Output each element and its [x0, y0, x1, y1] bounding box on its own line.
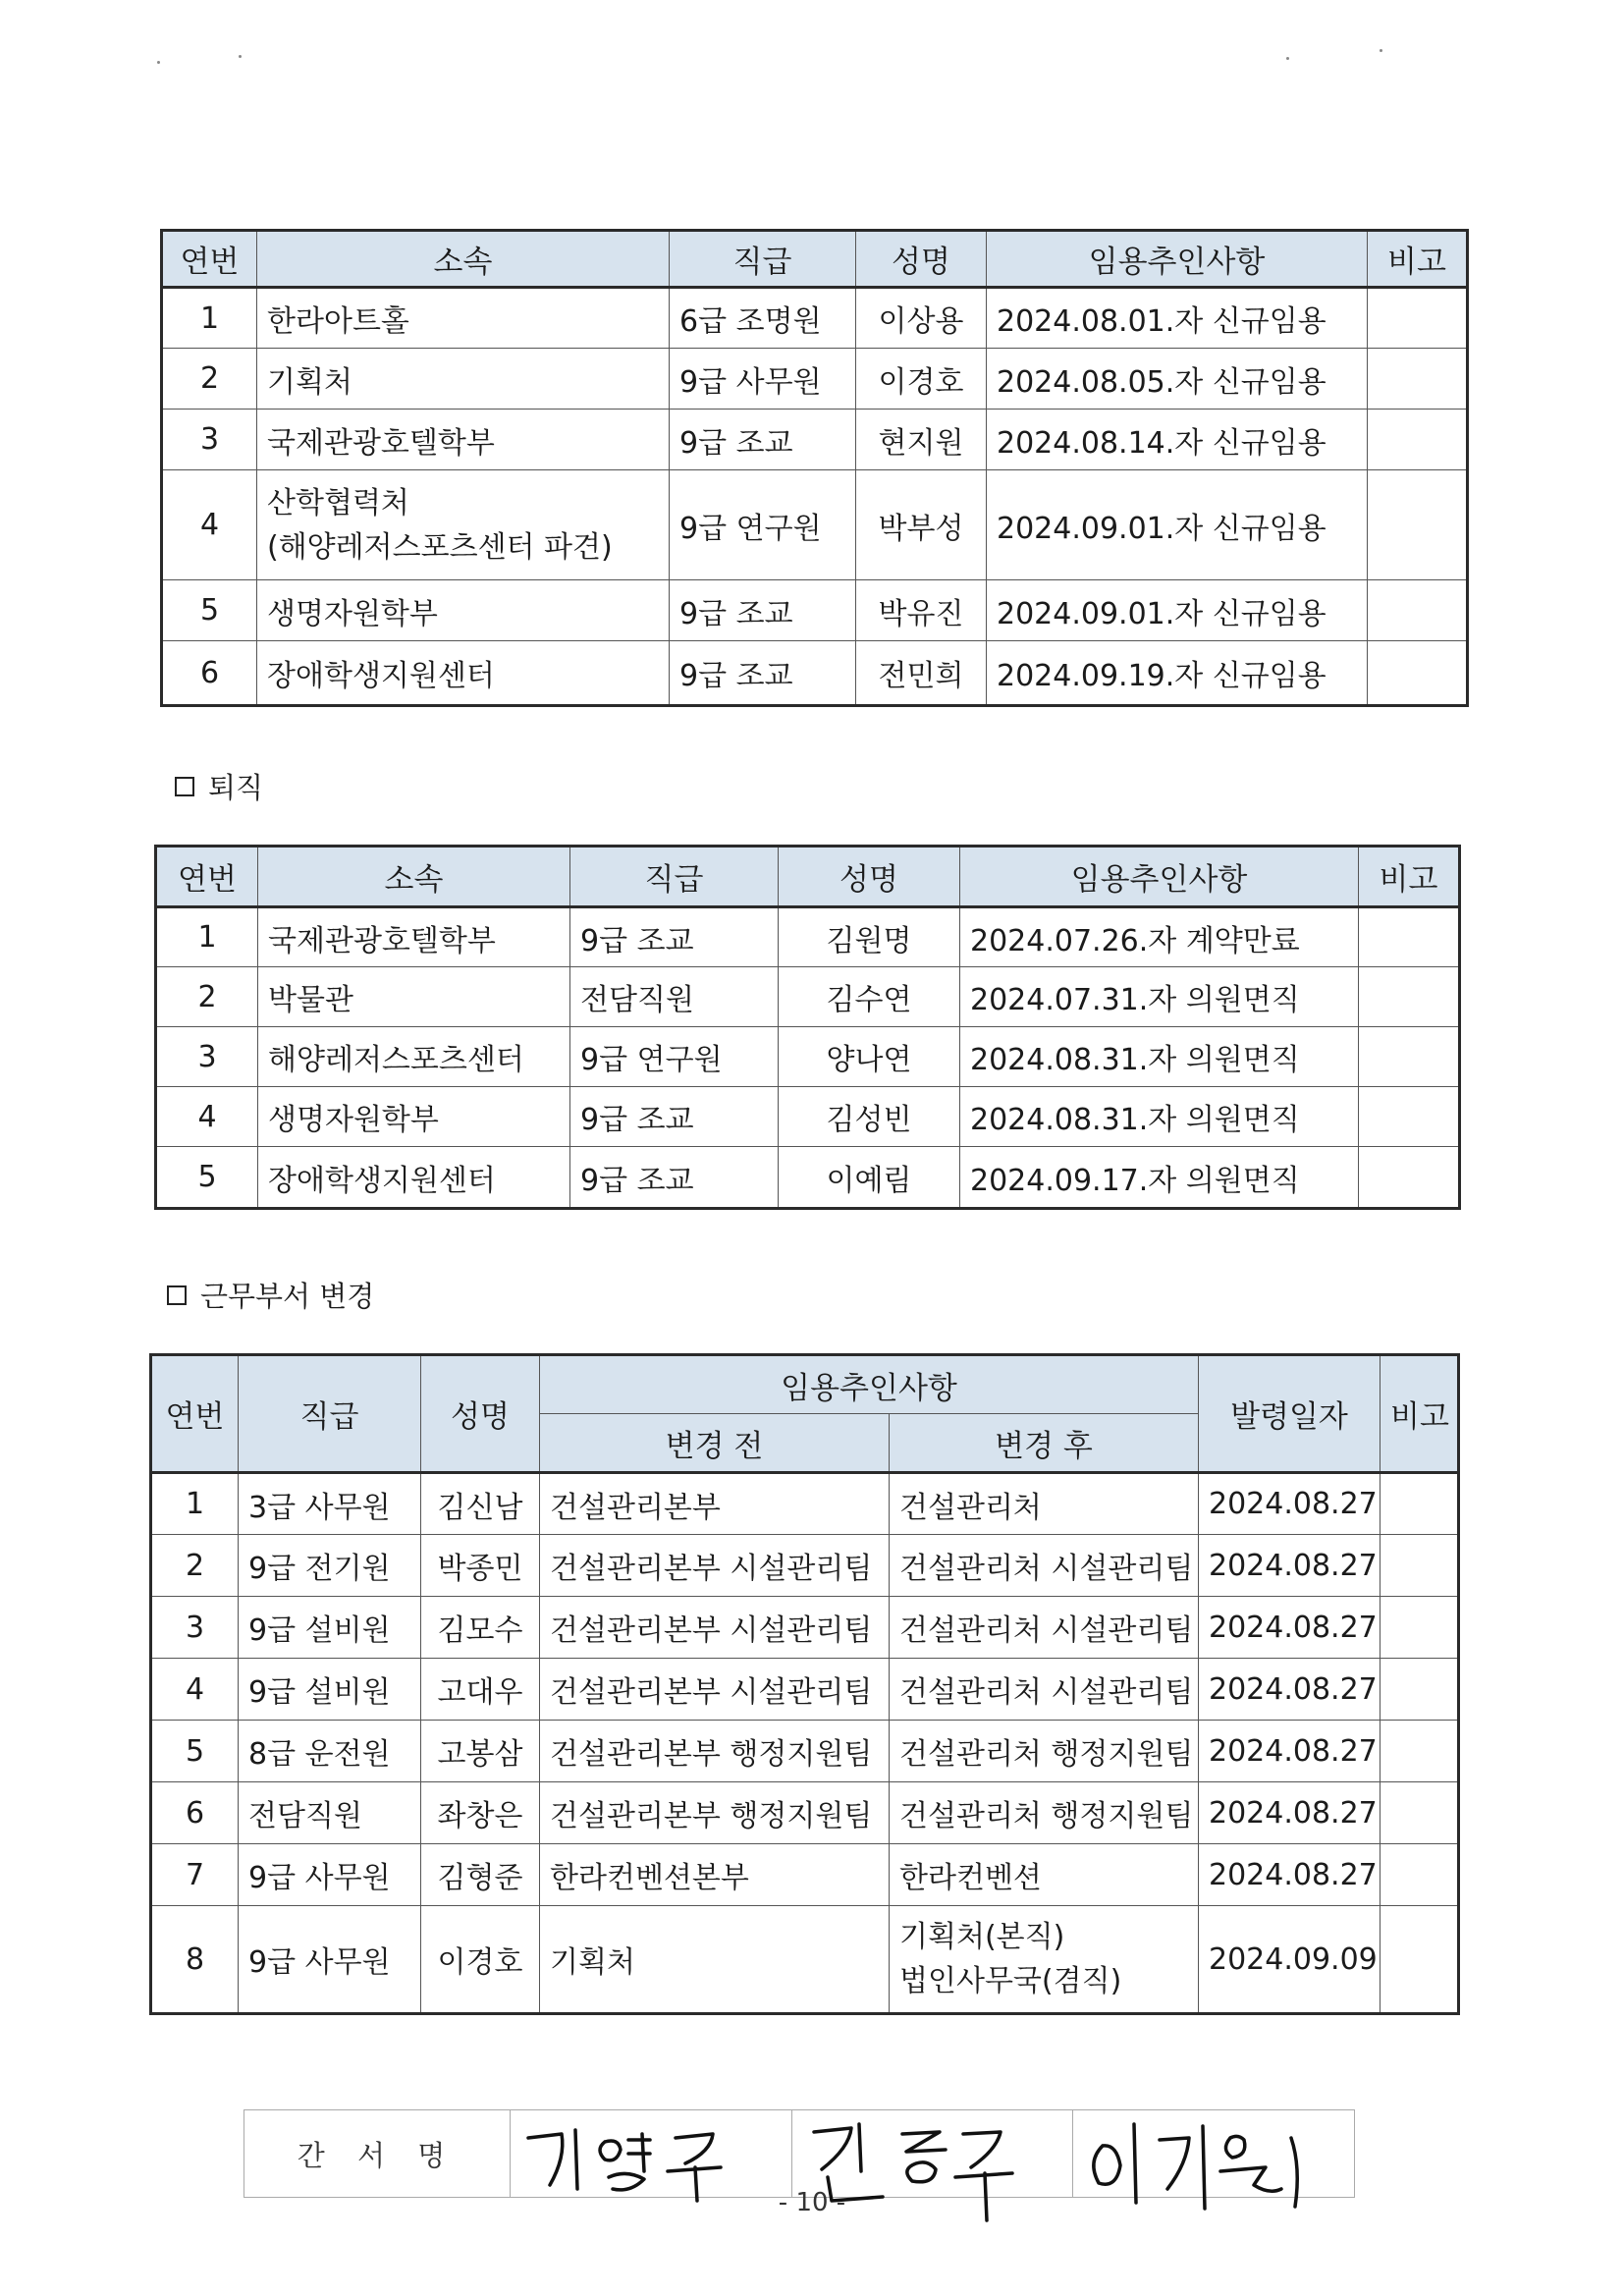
- header-note: 임용추인사항: [960, 847, 1359, 907]
- table-row: [156, 907, 1460, 967]
- header-no: 연번: [151, 1355, 239, 1473]
- cell-remark: [1368, 580, 1468, 641]
- table-row: [162, 349, 1468, 410]
- cell-remark: [1359, 1087, 1460, 1147]
- cell-rank: 9급 전기원: [239, 1535, 421, 1597]
- cell-dept: 국제관광호텔학부: [257, 410, 670, 470]
- header-rank: 직급: [239, 1355, 421, 1473]
- cell-before: 건설관리본부 시설관리팀: [540, 1535, 890, 1597]
- cell-date: 2024.08.27: [1199, 1597, 1380, 1659]
- header-date: 발령일자: [1199, 1355, 1380, 1473]
- header-rank: 직급: [670, 231, 856, 288]
- table-row: [151, 1473, 1459, 1535]
- table-row: [151, 1844, 1459, 1906]
- scan-speck: [1286, 57, 1289, 60]
- cell-name: 이예림: [779, 1147, 960, 1209]
- table-header-row: [162, 231, 1468, 288]
- cell-dept: 한라아트홀: [257, 288, 670, 349]
- cell-note: 2024.09.17.자 의원면직: [960, 1147, 1359, 1209]
- cell-remark: [1380, 1782, 1459, 1844]
- cell-name: 양나연: [779, 1027, 960, 1087]
- cell-rank: 9급 연구원: [670, 470, 856, 580]
- page-number: - 10 -: [778, 2188, 846, 2217]
- table-row: [162, 580, 1468, 641]
- cell-no: 4: [156, 1087, 258, 1147]
- cell-no: 4: [162, 470, 257, 580]
- cell-date: 2024.08.27: [1199, 1535, 1380, 1597]
- cell-name: 고대우: [421, 1659, 540, 1721]
- cell-name: 김성빈: [779, 1087, 960, 1147]
- table-row: [151, 1721, 1459, 1782]
- cell-rank: 9급 설비원: [239, 1659, 421, 1721]
- cell-remark: [1380, 1659, 1459, 1721]
- cell-no: 5: [162, 580, 257, 641]
- table-row: [156, 1147, 1460, 1209]
- cell-rank: 9급 사무원: [670, 349, 856, 410]
- header-remark: 비고: [1380, 1355, 1459, 1473]
- cell-note: 2024.09.19.자 신규임용: [987, 641, 1368, 706]
- cell-name: 박부성: [856, 470, 987, 580]
- cell-no: 1: [151, 1473, 239, 1535]
- table-row: [162, 641, 1468, 706]
- cell-after-line2: 법인사무국(겸직): [899, 1964, 1122, 1998]
- header-remark: 비고: [1359, 847, 1460, 907]
- cell-remark: [1380, 1473, 1459, 1535]
- scan-speck: [157, 61, 160, 64]
- table-row: [151, 1597, 1459, 1659]
- cell-dept: 박물관: [258, 967, 570, 1027]
- cell-rank: 9급 조교: [670, 641, 856, 706]
- checkbox-square-icon: [167, 1285, 187, 1305]
- cell-before: 건설관리본부 시설관리팀: [540, 1659, 890, 1721]
- cell-rank: 전담직원: [239, 1782, 421, 1844]
- cell-dept: [257, 470, 670, 580]
- cell-no: 3: [162, 410, 257, 470]
- cell-date: 2024.08.27: [1199, 1473, 1380, 1535]
- header-dept: 소속: [257, 231, 670, 288]
- signature-cell-1: [511, 2110, 792, 2197]
- cell-dept-line2: (해양레저스포츠센터 파견): [267, 529, 613, 565]
- signature-label: 간 서 명: [244, 2110, 511, 2197]
- cell-rank: 6급 조명원: [670, 288, 856, 349]
- table-row: [162, 288, 1468, 349]
- cell-dept: 국제관광호텔학부: [258, 907, 570, 967]
- cell-remark: [1380, 1721, 1459, 1782]
- table-header-row: [156, 847, 1460, 907]
- cell-rank: 9급 사무원: [239, 1844, 421, 1906]
- cell-no: 6: [151, 1782, 239, 1844]
- table-header-row: [151, 1355, 1459, 1414]
- cell-name: 김신남: [421, 1473, 540, 1535]
- cell-note: 2024.08.01.자 신규임용: [987, 288, 1368, 349]
- scan-speck: [1380, 49, 1382, 52]
- cell-before: 한라컨벤션본부: [540, 1844, 890, 1906]
- cell-dept: 기획처: [257, 349, 670, 410]
- cell-name: 박유진: [856, 580, 987, 641]
- cell-dept: 생명자원학부: [257, 580, 670, 641]
- cell-name: 김모수: [421, 1597, 540, 1659]
- cell-rank: 9급 조교: [670, 580, 856, 641]
- table-row: [156, 1027, 1460, 1087]
- cell-note: 2024.08.14.자 신규임용: [987, 410, 1368, 470]
- header-group: 임용추인사항: [540, 1355, 1199, 1414]
- cell-remark: [1359, 1147, 1460, 1209]
- cell-note: 2024.09.01.자 신규임용: [987, 470, 1368, 580]
- cell-date: 2024.09.09: [1199, 1906, 1380, 2014]
- table-row: [151, 1659, 1459, 1721]
- cell-remark: [1359, 1027, 1460, 1087]
- cell-name: 이경호: [856, 349, 987, 410]
- cell-after: 건설관리처 행정지원팀: [890, 1721, 1199, 1782]
- cell-date: 2024.08.27: [1199, 1659, 1380, 1721]
- cell-after: 건설관리처 시설관리팀: [890, 1535, 1199, 1597]
- cell-remark: [1368, 470, 1468, 580]
- cell-rank: 9급 설비원: [239, 1597, 421, 1659]
- header-remark: 비고: [1368, 231, 1468, 288]
- cell-after: 건설관리처: [890, 1473, 1199, 1535]
- header-no: 연번: [162, 231, 257, 288]
- cell-remark: [1380, 1535, 1459, 1597]
- cell-rank: 3급 사무원: [239, 1473, 421, 1535]
- retirement-heading-text: 퇴직: [208, 771, 264, 804]
- cell-name: 김수연: [779, 967, 960, 1027]
- cell-before: 건설관리본부: [540, 1473, 890, 1535]
- cell-rank: 9급 연구원: [570, 1027, 779, 1087]
- cell-rank: 전담직원: [570, 967, 779, 1027]
- cell-remark: [1359, 907, 1460, 967]
- cell-remark: [1368, 288, 1468, 349]
- cell-name: 전민희: [856, 641, 987, 706]
- signature-cell-2: [792, 2110, 1074, 2197]
- signature-box: [244, 2109, 1355, 2198]
- cell-name: 이경호: [421, 1906, 540, 2014]
- cell-no: 1: [156, 907, 258, 967]
- cell-note: 2024.08.31.자 의원면직: [960, 1087, 1359, 1147]
- cell-date: 2024.08.27: [1199, 1721, 1380, 1782]
- cell-no: 2: [156, 967, 258, 1027]
- cell-no: 5: [156, 1147, 258, 1209]
- cell-no: 3: [156, 1027, 258, 1087]
- cell-note: 2024.08.31.자 의원면직: [960, 1027, 1359, 1087]
- cell-before: 건설관리본부 행정지원팀: [540, 1721, 890, 1782]
- header-before: 변경 전: [540, 1414, 890, 1473]
- table-row: [151, 1782, 1459, 1844]
- table-row: [162, 470, 1468, 580]
- cell-rank: 9급 사무원: [239, 1906, 421, 2014]
- cell-dept: 장애학생지원센터: [258, 1147, 570, 1209]
- cell-after: 건설관리처 시설관리팀: [890, 1659, 1199, 1721]
- cell-before: 건설관리본부 행정지원팀: [540, 1782, 890, 1844]
- cell-date: 2024.08.27: [1199, 1782, 1380, 1844]
- cell-no: 4: [151, 1659, 239, 1721]
- cell-remark: [1368, 410, 1468, 470]
- cell-no: 7: [151, 1844, 239, 1906]
- table-row: [151, 1535, 1459, 1597]
- cell-name: 박종민: [421, 1535, 540, 1597]
- retirement-table: [154, 845, 1461, 1210]
- cell-after: 건설관리처 행정지원팀: [890, 1782, 1199, 1844]
- table-row: [162, 410, 1468, 470]
- cell-remark: [1359, 967, 1460, 1027]
- cell-remark: [1368, 641, 1468, 706]
- cell-rank: 9급 조교: [570, 1087, 779, 1147]
- cell-no: 6: [162, 641, 257, 706]
- cell-name: 좌창은: [421, 1782, 540, 1844]
- cell-dept: 생명자원학부: [258, 1087, 570, 1147]
- cell-dept-line1: 산학협력처: [267, 485, 409, 520]
- cell-name: 김원명: [779, 907, 960, 967]
- cell-no: 2: [162, 349, 257, 410]
- header-note: 임용추인사항: [987, 231, 1368, 288]
- cell-name: 고봉삼: [421, 1721, 540, 1782]
- header-no: 연번: [156, 847, 258, 907]
- cell-no: 1: [162, 288, 257, 349]
- cell-rank: 8급 운전원: [239, 1721, 421, 1782]
- header-rank: 직급: [570, 847, 779, 907]
- appointment-table: [160, 229, 1469, 707]
- cell-name: 이상용: [856, 288, 987, 349]
- cell-note: 2024.07.31.자 의원면직: [960, 967, 1359, 1027]
- cell-date: 2024.08.27: [1199, 1844, 1380, 1906]
- cell-note: 2024.09.01.자 신규임용: [987, 580, 1368, 641]
- cell-no: 8: [151, 1906, 239, 2014]
- cell-dept: 장애학생지원센터: [257, 641, 670, 706]
- transfer-heading: [167, 1275, 374, 1315]
- cell-note: 2024.07.26.자 계약만료: [960, 907, 1359, 967]
- cell-remark: [1380, 1597, 1459, 1659]
- cell-remark: [1380, 1906, 1459, 2014]
- cell-rank: 9급 조교: [570, 1147, 779, 1209]
- cell-name: 김형준: [421, 1844, 540, 1906]
- header-after: 변경 후: [890, 1414, 1199, 1473]
- cell-rank: 9급 조교: [570, 907, 779, 967]
- signature-cell-3: [1073, 2110, 1354, 2197]
- scan-speck: [239, 55, 242, 58]
- transfer-table: [149, 1353, 1460, 2015]
- table-row: [156, 1087, 1460, 1147]
- retirement-heading: [175, 766, 263, 806]
- table-row: [156, 967, 1460, 1027]
- cell-after-line1: 기획처(본직): [899, 1920, 1065, 1954]
- cell-remark: [1380, 1844, 1459, 1906]
- checkbox-square-icon: [175, 777, 194, 796]
- table-row: [151, 1906, 1459, 2014]
- cell-remark: [1368, 349, 1468, 410]
- cell-rank: 9급 조교: [670, 410, 856, 470]
- cell-no: 2: [151, 1535, 239, 1597]
- cell-no: 5: [151, 1721, 239, 1782]
- header-name: 성명: [779, 847, 960, 907]
- cell-after: 건설관리처 시설관리팀: [890, 1597, 1199, 1659]
- cell-dept: 해양레저스포츠센터: [258, 1027, 570, 1087]
- header-dept: 소속: [258, 847, 570, 907]
- cell-before: 건설관리본부 시설관리팀: [540, 1597, 890, 1659]
- cell-before: 기획처: [540, 1906, 890, 2014]
- cell-no: 3: [151, 1597, 239, 1659]
- cell-after: 한라컨벤션: [890, 1844, 1199, 1906]
- cell-note: 2024.08.05.자 신규임용: [987, 349, 1368, 410]
- header-name: 성명: [856, 231, 987, 288]
- header-name: 성명: [421, 1355, 540, 1473]
- transfer-heading-text: 근무부서 변경: [200, 1280, 375, 1313]
- cell-name: 현지원: [856, 410, 987, 470]
- cell-after: [890, 1906, 1199, 2014]
